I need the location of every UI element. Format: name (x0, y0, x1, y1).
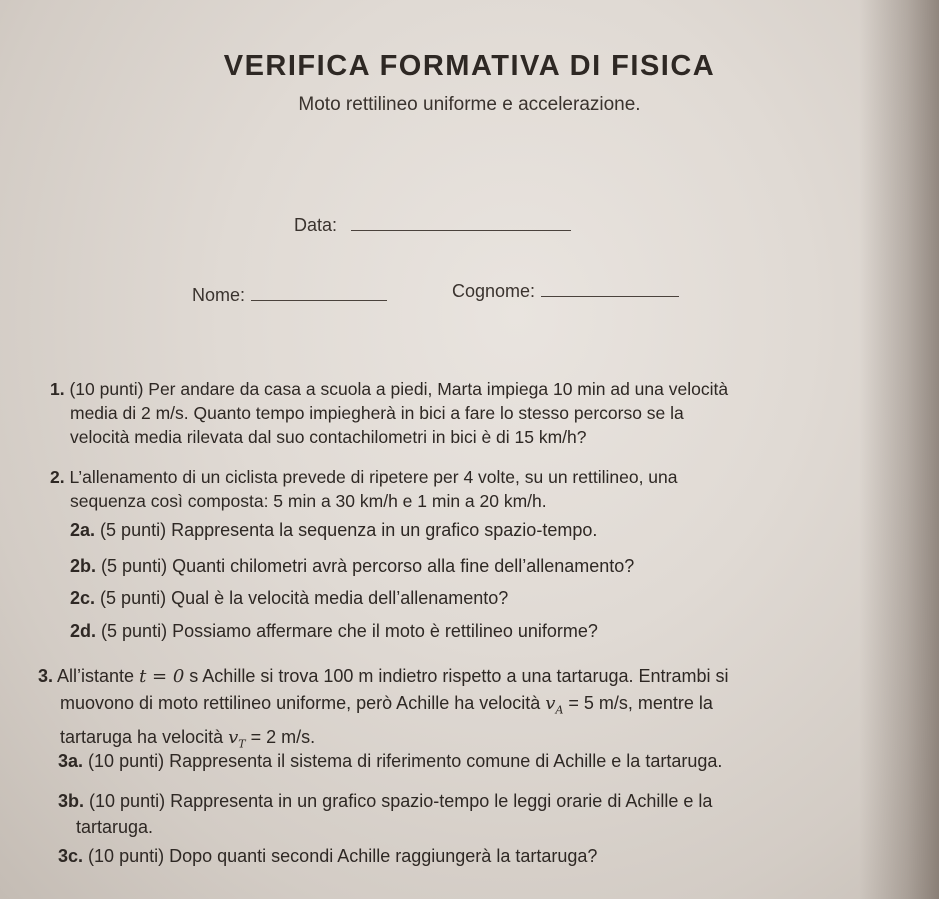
question-3-vt-subscript: T (238, 737, 246, 751)
question-3-t-equation: t = 0 (139, 666, 185, 687)
page-subtitle: Moto rettilineo uniforme e accelerazione. (298, 94, 641, 115)
question-3a-text: (10 punti) Rappresenta il sistema di riferimento comune di Achille e la tartaruga. (88, 751, 723, 771)
question-2d-number: 2d. (70, 621, 97, 641)
question-2c-number: 2c. (70, 588, 96, 608)
question-2d-text: (5 punti) Possiamo affermare che il moto è rettilineo uniforme? (101, 621, 598, 641)
question-3a-number: 3a. (58, 751, 84, 771)
name-field (192, 285, 387, 306)
surname-blank-line (541, 282, 679, 297)
question-2a-text: (5 punti) Rappresenta la sequenza in un grafico spazio-tempo. (100, 520, 598, 540)
question-2c-text: (5 punti) Qual è la velocità media dell’allenamento? (100, 588, 509, 608)
question-2-line-2: sequenza così composta: 5 min a 30 km/h e 1 min a 20 km/h. (70, 491, 547, 511)
question-3-va-value: = 5 m/s, mentre la (563, 693, 713, 713)
question-3b-text: (10 punti) Rappresenta in un grafico spazio-tempo le leggi orarie di Achille e la (89, 791, 713, 811)
date-label: Data: (294, 215, 338, 235)
question-3-vt-symbol: v (228, 726, 239, 748)
name-blank-line (251, 286, 387, 301)
name-label: Nome: (192, 285, 246, 305)
question-3c (58, 846, 597, 867)
question-2-line-1: L’allenamento di un ciclista prevede di ripetere per 4 volte, su un rettilineo, una (69, 467, 678, 487)
question-3-va-symbol: v (545, 693, 556, 714)
question-3-va-subscript: A (555, 703, 564, 717)
question-2c (70, 588, 508, 609)
question-1-line-1: (10 punti) Per andare da casa a scuola a piedi, Marta impiega 10 min ad una velocità (69, 379, 729, 399)
surname-label: Cognome: (452, 281, 536, 301)
question-1 (50, 377, 870, 449)
question-3-line-3-pre: tartaruga ha velocità (60, 726, 229, 747)
question-2b (70, 556, 634, 577)
question-3-line-1-pre: All’istante (57, 666, 140, 686)
date-field (294, 215, 571, 236)
question-3-number: 3. (38, 666, 54, 686)
question-2-number: 2. (50, 467, 65, 487)
question-1-line-3: velocità media rilevata dal suo contachilometri in bici è di 15 km/h? (70, 427, 587, 447)
question-3b-number: 3b. (58, 791, 85, 811)
question-3b (58, 788, 712, 840)
question-3-line-2-pre: muovono di moto rettilineo uniforme, però Achille ha velocità (60, 693, 546, 713)
question-3-line-1-post: s Achille si trova 100 m indietro rispetto a una tartaruga. Entrambi si (184, 666, 729, 686)
question-1-number: 1. (50, 379, 65, 399)
question-2a (70, 520, 597, 541)
question-3c-number: 3c. (58, 846, 84, 866)
question-2 (50, 465, 880, 513)
question-2d (70, 621, 598, 642)
question-1-line-2: media di 2 m/s. Quanto tempo impiegherà in bici a fare lo stesso percorso se la (70, 403, 684, 423)
question-3c-text: (10 punti) Dopo quanti secondi Achille raggiungerà la tartaruga? (88, 846, 598, 866)
question-3a (58, 751, 722, 772)
question-2b-number: 2b. (70, 556, 97, 576)
question-3-vt-value: = 2 m/s. (245, 726, 316, 747)
question-3b-text-2: tartaruga. (76, 817, 154, 837)
question-2b-text: (5 punti) Quanti chilometri avrà percorso alla fine dell’allenamento? (101, 556, 635, 576)
page-title: VERIFICA FORMATIVA DI FISICA (223, 50, 716, 82)
question-2a-number: 2a. (70, 520, 96, 540)
question-3 (38, 663, 898, 757)
surname-field (452, 281, 679, 302)
date-blank-line (351, 216, 571, 231)
